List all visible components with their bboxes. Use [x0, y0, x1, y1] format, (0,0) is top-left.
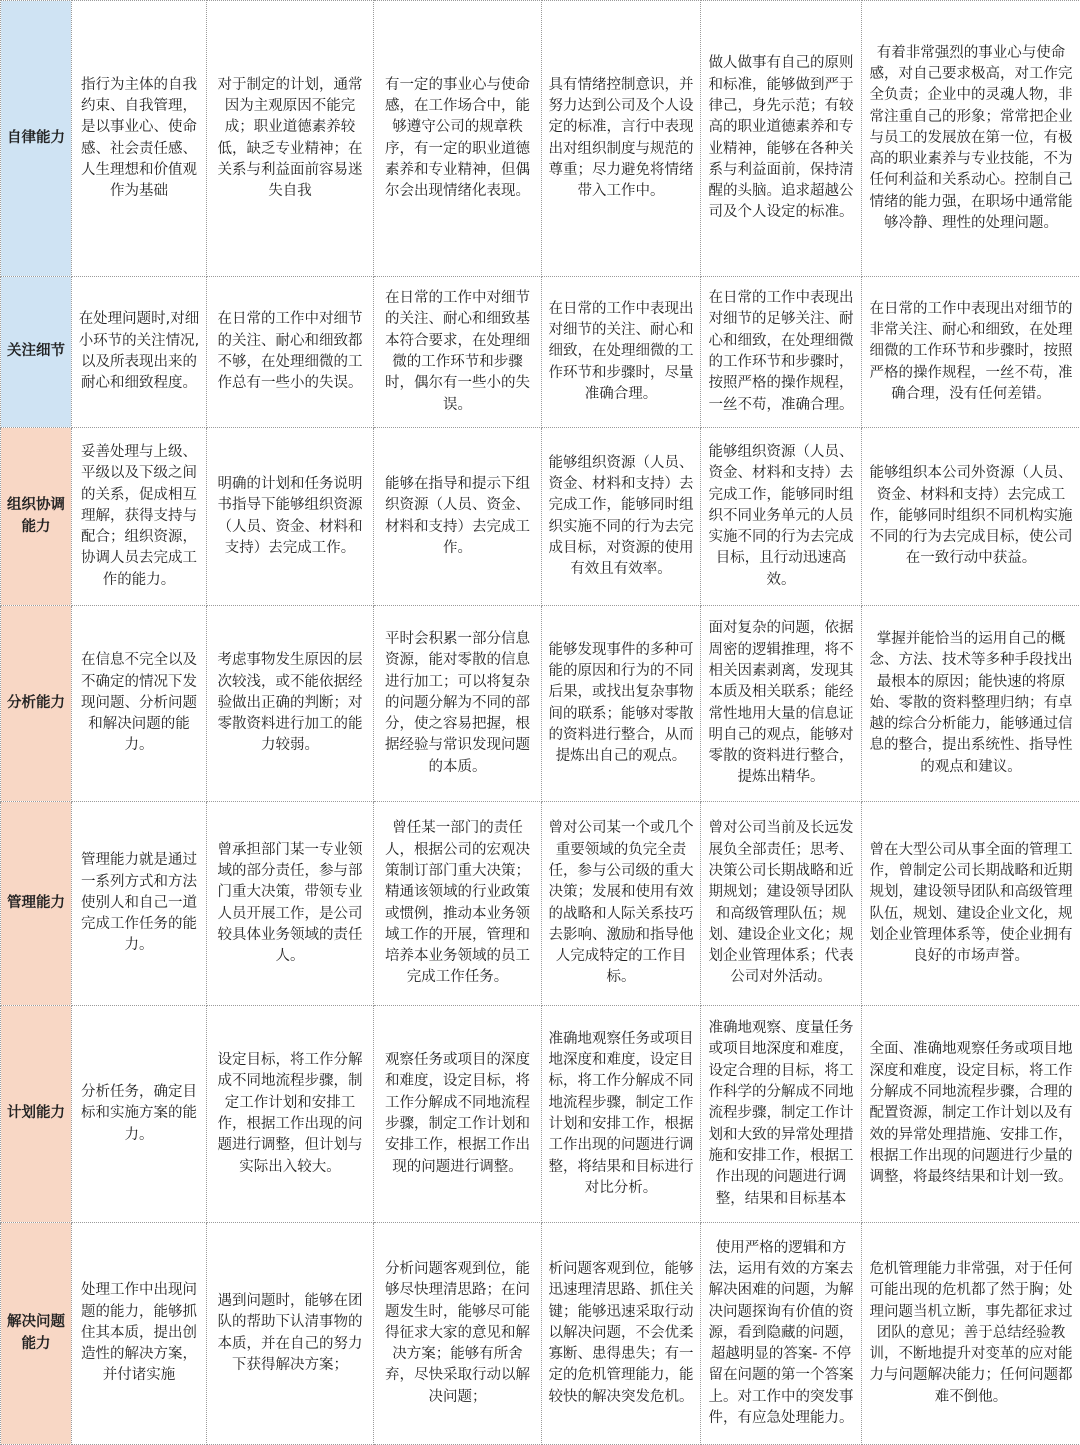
level-1-cell: 考虑事物发生原因的层次较浅，或不能依据经验做出正确的判断；对零散资料进行加工的能力较弱。: [207, 606, 374, 802]
row-label: 解决问题能力: [1, 1223, 72, 1445]
table-row-attention-to-detail: [1, 277, 1080, 428]
level-2-cell: 有一定的事业心与使命感，在工作场合中，能够遵守公司的规章秩序，有一定的职业道德素养和专业精神，但偶尔会出现情绪化表现。: [374, 1, 542, 277]
level-3-cell: 曾对公司某一个或几个重要领域的负完全责任，参与公司级的重大决策；发展和使用有效的战略和人际关系技巧去影响、激励和指导他人完成特定的工作目标。: [542, 802, 701, 1006]
level-1-cell: 明确的计划和任务说明书指导下能够组织资源（人员、资金、材料和支持）去完成工作。: [207, 428, 374, 606]
level-5-cell: 有着非常强烈的事业心与使命感，对自己要求极高，对工作完全负责；企业中的灵魂人物，非常注重自己的形象；常常把企业与员工的发展放在第一位，有极高的职业素养与专业技能，不为任何利益和关系动心。控制自己情绪的能力强，在职场中通常能够冷静、理性的处理问题。: [862, 1, 1080, 277]
row-label: 组织协调能力: [1, 428, 72, 606]
level-1-cell: 遇到问题时，能够在团队的帮助下认清事物的本质，并在自己的努力下获得解决方案；: [207, 1223, 374, 1445]
row-label: 关注细节: [1, 277, 72, 428]
level-3-cell: 在日常的工作中表现出对细节的关注、耐心和细致，在处理细微的工作环节和步骤时，尽量准确合理。: [542, 277, 701, 428]
level-2-cell: 观察任务或项目的深度和难度，设定目标，将工作分解成不同地流程步骤，制定工作计划和安排工作，根据工作出现的问题进行调整。: [374, 1006, 542, 1223]
level-5-cell: 能够组织本公司外资源（人员、资金、材料和支持）去完成工作，能够同时组织不同机构实施不同的行为去完成目标，使公司在一致行动中获益。: [862, 428, 1080, 606]
level-3-cell: 能够组织资源（人员、资金、材料和支持）去完成工作，能够同时组织实施不同的行为去完成目标，对资源的使用有效且有效率。: [542, 428, 701, 606]
row-label: 自律能力: [1, 1, 72, 277]
table-row-analysis: [1, 606, 1080, 802]
definition-cell: 指行为主体的自我约束、自我管理，是以事业心、使命感、社会责任感、人生理想和价值观作为基础: [72, 1, 207, 277]
level-4-cell: 使用严格的逻辑和方法，运用有效的方案去解决困难的问题，为解决问题探询有价值的资源，看到隐藏的问题，超越明显的答案- 不停留在问题的第一个答案上。对工作中的突发事件，有应急处理能力。: [701, 1223, 862, 1445]
row-label: 分析能力: [1, 606, 72, 802]
level-5-cell: 掌握并能恰当的运用自己的概念、方法、技术等多种手段找出最根本的原因；能快速的将原始、零散的资料整理归纳；有卓越的综合分析能力，能够通过信息的整合，提出系统性、指导性的观点和建议。: [862, 606, 1080, 802]
definition-cell: 在信息不完全以及不确定的情况下发现问题、分析问题和解决问题的能力。: [72, 606, 207, 802]
level-2-cell: 曾任某一部门的责任人，根据公司的宏观决策制订部门重大决策；精通该领域的行业政策或惯例，推动本业务领域工作的开展，管理和培养本业务领域的员工完成工作任务。: [374, 802, 542, 1006]
level-3-cell: 准确地观察任务或项目地深度和难度，设定目标，将工作分解成不同地流程步骤，制定工作计划和安排工作，根据工作出现的问题进行调整，将结果和目标进行对比分析。: [542, 1006, 701, 1223]
table-row-planning: [1, 1006, 1080, 1223]
level-3-cell: 能够发现事件的多种可能的原因和行为的不同后果，或找出复杂事物间的联系；能够对零散的资料进行整合，从而提炼出自己的观点。: [542, 606, 701, 802]
level-4-cell: 曾对公司当前及长远发展负全部责任；思考、决策公司长期战略和近期规划；建设领导团队和高级管理队伍；规划、建设企业文化；规划企业管理体系；代表公司对外活动。: [701, 802, 862, 1006]
definition-cell: 分析任务，确定目标和实施方案的能力。: [72, 1006, 207, 1223]
level-3-cell: 具有情绪控制意识，并努力达到公司及个人设定的标准，言行中表现出对组织制度与规范的尊重；尽力避免将情绪带入工作中。: [542, 1, 701, 277]
level-2-cell: 分析问题客观到位，能够尽快理清思路；在问题发生时，能够尽可能得征求大家的意见和解决方案；能够有所舍弃，尽快采取行动以解决问题；: [374, 1223, 542, 1445]
level-5-cell: 在日常的工作中表现出对细节的非常关注、耐心和细致，在处理细微的工作环节和步骤时，按照严格的操作规程，一丝不苟，准确合理，没有任何差错。: [862, 277, 1080, 428]
level-4-cell: 面对复杂的问题，依据周密的逻辑推理，将不相关因素剥离，发现其本质及相关联系；能经常性地用大量的信息证明自己的观点，能够对零散的资料进行整合，提炼出精华。: [701, 606, 862, 802]
level-2-cell: 在日常的工作中对细节的关注、耐心和细致基本符合要求，在处理细微的工作环节和步骤时，偶尔有一些小的失误。: [374, 277, 542, 428]
definition-cell: 处理工作中出现问题的能力，能够抓住其本质，提出创造性的解决方案，并付诸实施: [72, 1223, 207, 1445]
level-5-cell: 危机管理能力非常强，对于任何可能出现的危机都了然于胸；处理问题当机立断，事先都征求过团队的意见；善于总结经验教训，不断地提升对变革的应对能力与问题解决能力；任何问题都难不倒他。: [862, 1223, 1080, 1445]
definition-cell: 妥善处理与上级、平级以及下级之间的关系，促成相互理解，获得支持与配合；组织资源，协调人员去完成工作的能力。: [72, 428, 207, 606]
level-4-cell: 做人做事有自己的原则和标准，能够做到严于律己，身先示范；有较高的职业道德素养和专业精神，能够在各种关系与利益面前，保持清醒的头脑。追求超越公司及个人设定的标准。: [701, 1, 862, 277]
level-2-cell: 平时会积累一部分信息资源，能对零散的信息进行加工；可以将复杂的问题分解为不同的部分，使之容易把握，根据经验与常识发现问题的本质。: [374, 606, 542, 802]
table-row-coordination: [1, 428, 1080, 606]
table-row-self-discipline: [1, 1, 1080, 277]
table-row-problem-solving: [1, 1223, 1080, 1445]
level-3-cell: 析问题客观到位，能够迅速理清思路、抓住关键；能够迅速采取行动以解决问题，不会优柔寡断、患得患失；有一定的危机管理能力，能较快的解决突发危机。: [542, 1223, 701, 1445]
level-5-cell: 全面、准确地观察任务或项目地深度和难度，设定目标，将工作分解成不同地流程步骤，合理的配置资源，制定工作计划以及有效的异常处理措施、安排工作，根据工作出现的问题进行少量的调整，将最终结果和计划一致。: [862, 1006, 1080, 1223]
level-4-cell: 准确地观察、度量任务或项目地深度和难度，设定合理的目标，将工作科学的分解成不同地流程步骤，制定工作计划和大致的异常处理措施和安排工作，根据工作出现的问题进行调整，结果和目标基本: [701, 1006, 862, 1223]
level-1-cell: 设定目标，将工作分解成不同地流程步骤，制定工作计划和安排工作，根据工作出现的问题进行调整，但计划与实际出入较大。: [207, 1006, 374, 1223]
definition-cell: 在处理问题时,对细小环节的关注情况,以及所表现出来的耐心和细致程度。: [72, 277, 207, 428]
row-label: 计划能力: [1, 1006, 72, 1223]
level-4-cell: 能够组织资源（人员、资金、材料和支持）去完成工作，能够同时组织不同业务单元的人员实施不同的行为去完成目标，且行动迅速高效。: [701, 428, 862, 606]
table-row-management: [1, 802, 1080, 1006]
definition-cell: 管理能力就是通过一系列方式和方法使别人和自己一道完成工作任务的能力。: [72, 802, 207, 1006]
row-label: 管理能力: [1, 802, 72, 1006]
level-5-cell: 曾在大型公司从事全面的管理工作，曾制定公司长期战略和近期规划，建设领导团队和高级管理队伍，规划、建设企业文化，规划企业管理体系等，使企业拥有良好的市场声誉。: [862, 802, 1080, 1006]
level-4-cell: 在日常的工作中表现出对细节的足够关注、耐心和细致，在处理细微的工作环节和步骤时，按照严格的操作规程，一丝不苟，准确合理。: [701, 277, 862, 428]
level-1-cell: 对于制定的计划，通常因为主观原因不能完成；职业道德素养较低，缺乏专业精神；在关系与利益面前容易迷失自我: [207, 1, 374, 277]
level-2-cell: 能够在指导和提示下组织资源（人员、资金、材料和支持）去完成工作。: [374, 428, 542, 606]
level-1-cell: 在日常的工作中对细节的关注、耐心和细致都不够，在处理细微的工作总有一些小的失误。: [207, 277, 374, 428]
level-1-cell: 曾承担部门某一专业领域的部分责任，参与部门重大决策，带领专业人员开展工作，是公司较具体业务领域的责任人。: [207, 802, 374, 1006]
